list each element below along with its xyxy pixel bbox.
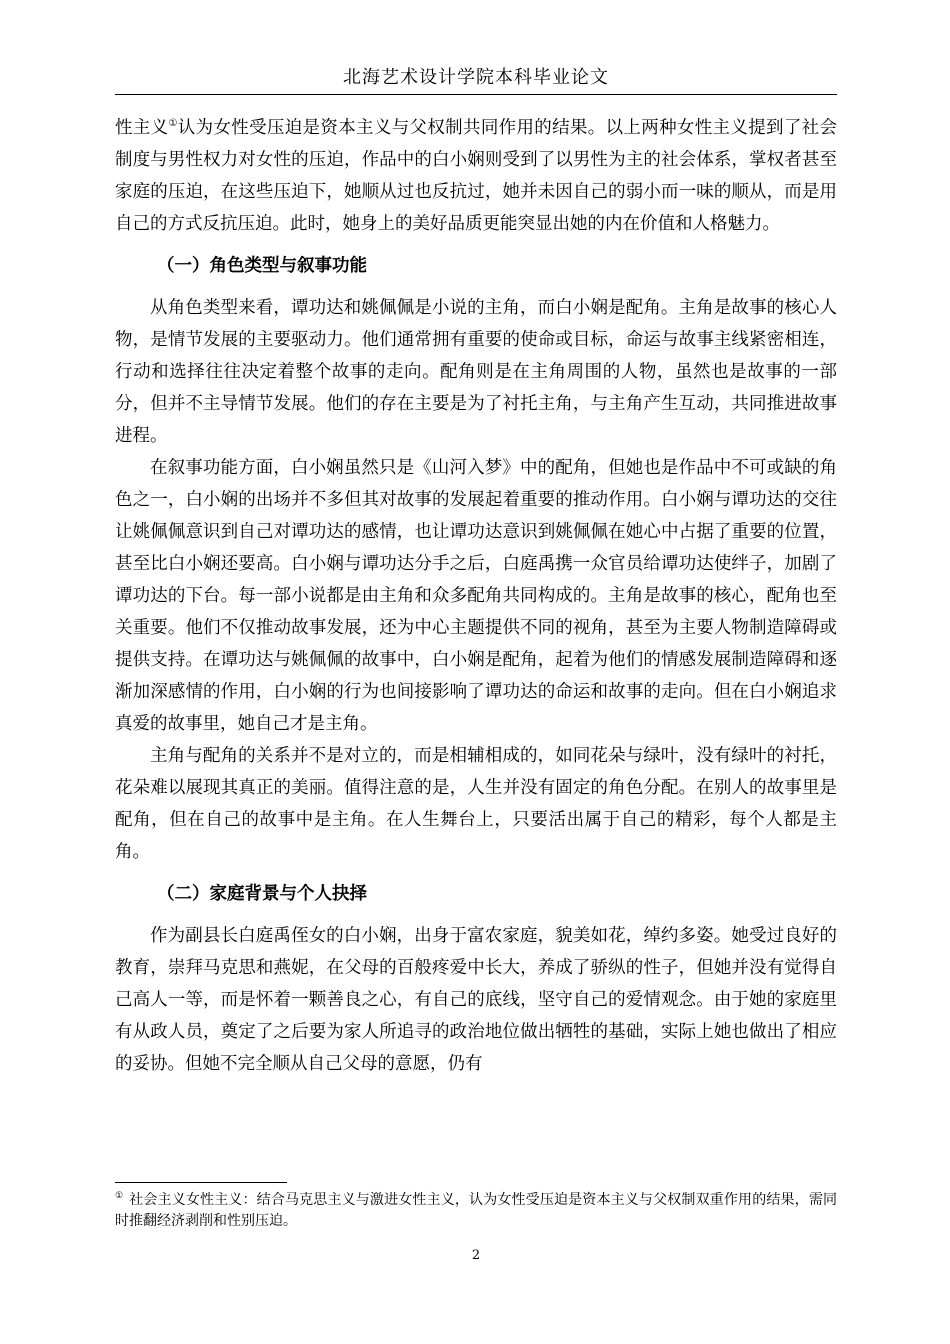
- body-text: [115, 112, 837, 1080]
- footnote-mark: ①: [115, 1191, 124, 1202]
- paragraph-lead-supporting: 主角与配角的关系并不是对立的，而是相辅相成的，如同花朵与绿叶，没有绿叶的衬托，花朵难以展现其真正的美丽。值得注意的是，人生并没有固定的角色分配。在别人的故事里是配角，但在自己的故事中是主角。在人生舞台上，只要活出属于自己的精彩，每个人都是主角。: [115, 746, 837, 862]
- paragraph-text: 认为女性受压迫是资本主义与父权制共同作用的结果。以上两种女性主义提到了社会制度与男性权力对女性的压迫，作品中的白小娴则受到了以男性为主的社会体系，掌权者甚至家庭的压迫，在这些压迫下，她顺从过也反抗过，她并未因自己的弱小而一味的顺从，而是用自己的方式反抗压迫。此时，她身上的美好品质更能突显出她的内在价值和人格魅力。: [115, 118, 838, 234]
- footnote-reference[interactable]: ①: [168, 118, 178, 130]
- footnote-text: 社会主义女性主义：结合马克思主义与激进女性主义，认为女性受压迫是资本主义与父权制双重作用的结果，需同时推翻经济剥削和性别压迫。: [115, 1192, 837, 1229]
- paragraph-text: 性主义: [115, 118, 169, 138]
- header-rule: [115, 94, 837, 95]
- paragraph-family-background: 作为副县长白庭禹侄女的白小娴，出身于富农家庭，貌美如花，绰约多姿。她受过良好的教育，崇拜马克思和燕妮，在父母的百般疼爱中长大，养成了骄纵的性子，但她并没有觉得自己高人一等，而是怀着一颗善良之心，有自己的底线，坚守自己的爱情观念。由于她的家庭里有从政人员，奠定了之后要为家人所追寻的政治地位做出牺牲的基础，实际上她也做出了相应的妥协。但她不完全顺从自己父母的意愿，仍有: [115, 926, 837, 1074]
- paragraph-role-types: 从角色类型来看，谭功达和姚佩佩是小说的主角，而白小娴是配角。主角是故事的核心人物，是情节发展的主要驱动力。他们通常拥有重要的使命或目标，命运与故事主线紧密相连，行动和选择往往决定着整个故事的走向。配角则是在主角周围的人物，虽然也是故事的一部分，但并不主导情节发展。他们的存在主要是为了衬托主角，与主角产生互动，共同推进故事进程。: [115, 298, 837, 446]
- footnote: [115, 1190, 837, 1232]
- footnote-separator: [115, 1182, 287, 1183]
- section-heading-1: （一）角色类型与叙事功能: [157, 256, 367, 276]
- paragraph-narrative-function: 在叙事功能方面，白小娴虽然只是《山河入梦》中的配角，但她也是作品中不可或缺的角色之一，白小娴的出场并不多但其对故事的发展起着重要的推动作用。白小娴与谭功达的交往让姚佩佩意识到自己对谭功达的感情，也让谭功达意识到姚佩佩在她心中占据了重要的位置，甚至比白小娴还要高。白小娴与谭功达分手之后，白庭禹携一众官员给谭功达使绊子，加剧了谭功达的下台。每一部小说都是由主角和众多配角共同构成的。主角是故事的核心，配角也至关重要。他们不仅推动故事发展，还为中心主题提供不同的视角，甚至为主要人物制造障碍或提供支持。在谭功达与姚佩佩的故事中，白小娴是配角，起着为他们的情感发展制造障碍和逐渐加深感情的作用，白小娴的行为也间接影响了谭功达的命运和故事的走向。但在白小娴追求真爱的故事里，她自己才是主角。: [115, 458, 837, 734]
- page-header-title: 北海艺术设计学院本科毕业论文: [343, 67, 609, 88]
- page-number: 2: [471, 1248, 481, 1263]
- section-heading-2: （二）家庭背景与个人抉择: [157, 884, 367, 904]
- paragraph-continuation: [115, 112, 837, 240]
